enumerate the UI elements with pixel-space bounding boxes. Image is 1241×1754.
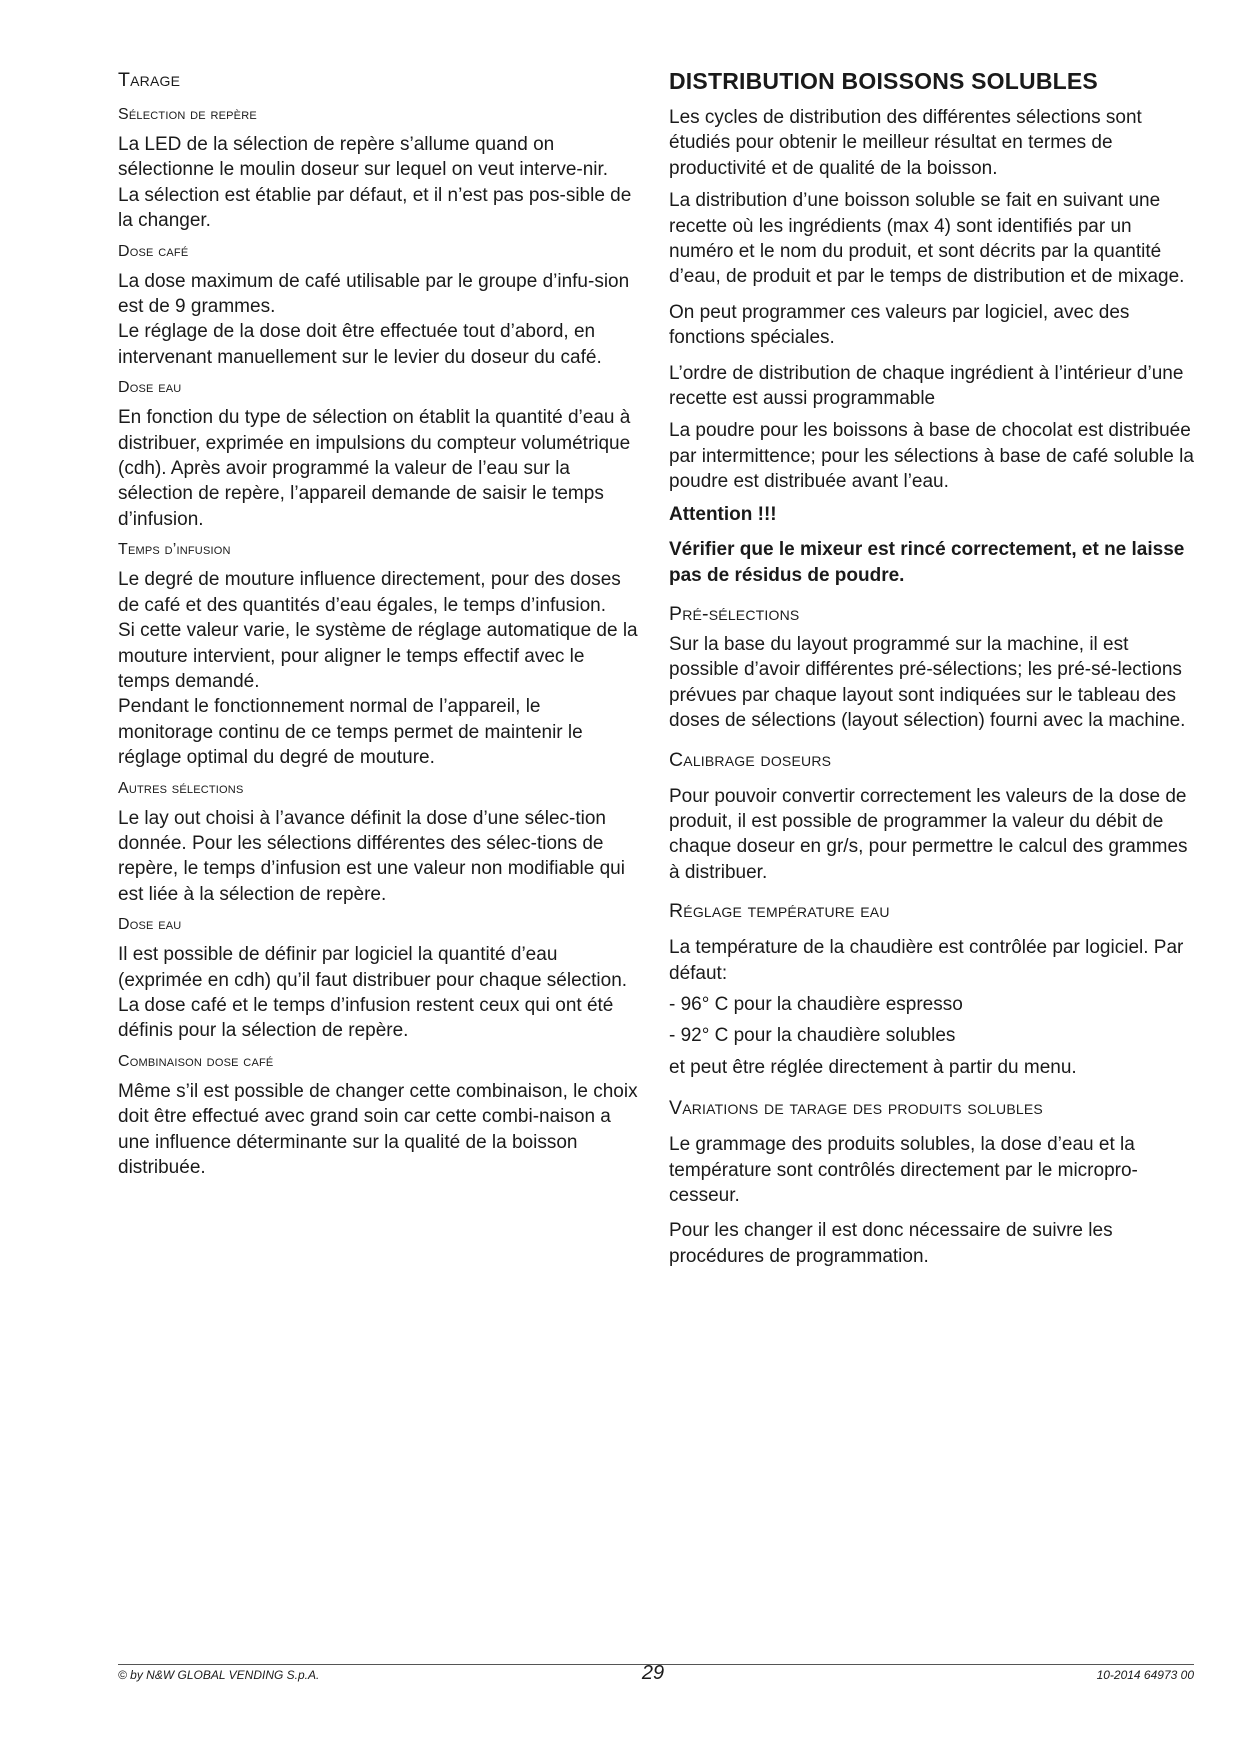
left-column	[118, 66, 638, 1180]
paragraph: La poudre pour les boissons à base de chocolat est distribuée par intermittence; pour les sélections à base de café soluble la poudre est distribuée avant l’eau.	[669, 420, 1194, 493]
heading-dose-cafe: Dose café	[118, 242, 189, 260]
text-block	[118, 1079, 638, 1181]
paragraph: Le lay out choisi à l’avance définit la dose d’une sélec-tion donnée. Pour les sélections différentes des sélec-tions de repère, le temps d’infusion est une valeur non modifiable qui est liée à la sélection de repère.	[118, 807, 625, 905]
heading-reglage-temperature: Réglage température eau	[669, 900, 890, 923]
paragraph: Pour pouvoir convertir correctement les valeurs de la dose de produit, il est possible de programmer la valeur du débit de chaque doseur en gr/s, pour permettre le calcul des grammes à distribuer.	[669, 785, 1188, 883]
text-block	[118, 567, 638, 770]
paragraph: Les cycles de distribution des différentes sélections sont étudiés pour obtenir le meilleur résultat en termes de productivité et de qualité de la boisson.	[669, 107, 1142, 179]
heading-selection-repere: Sélection de repère	[118, 106, 257, 123]
text-block	[669, 361, 1194, 412]
text-block	[669, 418, 1194, 494]
heading-combinaison-dose-cafe: Combinaison dose café	[118, 1052, 274, 1070]
text-block	[669, 632, 1194, 734]
paragraph: En fonction du type de sélection on établit la quantité d’eau à distribuer, exprimée en impulsions du compteur volumétrique (cdh). Après avoir programmé la valeur de l’eau sur la sélection de repère, l’appareil demande de saisir le temps d’infusion.	[118, 407, 631, 530]
heading-temps-infusion: Temps d’infusion	[118, 541, 231, 559]
paragraph: La sélection est établie par défaut, et il n’est pas pos-sible de la changer.	[118, 184, 632, 232]
paragraph: Le degré de mouture influence directement, pour des doses de café et des quantités d’eau égales, le temps d’infusion.	[118, 569, 621, 616]
paragraph: La distribution d’une boisson soluble se fait en suivant une recette où les ingrédients (max 4) sont identifiés par un numéro et le nom du produit, et sont décrits par la quantité d’eau, de produit et par le temps de distribution et de mixage.	[669, 190, 1185, 288]
right-column	[669, 66, 1194, 1269]
text-block	[118, 269, 638, 371]
section-title-tarage: Tarage	[118, 69, 181, 91]
text-block	[669, 784, 1194, 886]
paragraph: - 92° C pour la chaudière solubles	[669, 1025, 956, 1047]
paragraph: Le grammage des produits solubles, la dose d’eau et la température sont contrôlés directement par le micropro-cesseur.	[669, 1134, 1138, 1206]
paragraph: La LED de la sélection de repère s’allume quand on sélectionne le moulin doseur sur lequel on veut interve-nir.	[118, 134, 609, 181]
heading-variations-tarage: Variations de tarage des produits solubles	[669, 1097, 1043, 1120]
text-block	[669, 1132, 1194, 1208]
text-block	[118, 942, 638, 1044]
text-block	[669, 300, 1194, 351]
paragraph: On peut programmer ces valeurs par logiciel, avec des fonctions spéciales.	[669, 301, 1130, 349]
text-block	[669, 1023, 1194, 1048]
text-block	[669, 935, 1194, 986]
paragraph: Pour les changer il est donc nécessaire de suivre les procédures de programmation.	[669, 1220, 1113, 1267]
paragraph: Même s’il est possible de changer cette combinaison, le choix doit être effectué avec grand soin car cette combi-naison a une influence déterminante sur la qualité de la boisson distribuée.	[118, 1080, 638, 1178]
page-number: 29	[641, 1662, 665, 1684]
paragraph: Pendant le fonctionnement normal de l’appareil, le monitorage continu de ce temps permet de maintenir le réglage optimal du degré de mouture.	[118, 696, 583, 769]
paragraph: Si cette valeur varie, le système de réglage automatique de la mouture intervient, pour aligner le temps effectif avec le temps demandé.	[118, 620, 638, 692]
heading-pre-selections: Pré-sélections	[669, 602, 800, 625]
heading-dose-eau: Dose eau	[118, 379, 182, 397]
heading-autres-selections: Autres sélections	[118, 779, 244, 797]
paragraph: Le réglage de la dose doit être effectuée tout d’abord, en intervenant manuellement sur le levier du doseur du café.	[118, 321, 602, 368]
paragraph: La dose maximum de café utilisable par le groupe d’infu-sion est de 9 grammes.	[118, 270, 630, 318]
text-block	[669, 1218, 1194, 1269]
text-block	[118, 806, 638, 908]
text-block	[669, 188, 1194, 290]
paragraph: La température de la chaudière est contrôlée par logiciel. Par défaut:	[669, 937, 1184, 984]
footer-copyright: © by N&W GLOBAL VENDING S.p.A.	[118, 1668, 320, 1682]
text-block	[669, 105, 1194, 181]
paragraph: L’ordre de distribution de chaque ingrédient à l’intérieur d’une recette est aussi programmable	[669, 362, 1184, 410]
attention-title: Attention !!!	[669, 503, 777, 525]
attention-text-block	[669, 537, 1194, 588]
attention-block	[669, 502, 1194, 527]
paragraph: Sur la base du layout programmé sur la machine, il est possible d’avoir différentes pré-sélections; les pré-sé-lections prévues par chaque layout sont indiquées sur le tableau des doses de sélections (layout sélection) fourni avec la machine.	[669, 633, 1186, 732]
section-title-distribution: DISTRIBUTION BOISSONS SOLUBLES	[669, 68, 1098, 94]
heading-calibrage-doseurs: Calibrage doseurs	[669, 748, 832, 771]
paragraph: et peut être réglée directement à partir du menu.	[669, 1056, 1077, 1078]
text-block	[118, 132, 638, 234]
heading-dose-eau-2: Dose eau	[118, 916, 182, 934]
text-block	[669, 1055, 1194, 1080]
text-block	[669, 992, 1194, 1017]
paragraph: Il est possible de définir par logiciel la quantité d’eau (exprimée en cdh) qu’il faut distribuer pour chaque sélection. La dose café et le temps d’infusion restent ceux qui ont été définis pour la sélection de repère.	[118, 944, 628, 1042]
document-code: 10-2014 64973 00	[1096, 1668, 1194, 1682]
paragraph: - 96° C pour la chaudière espresso	[669, 993, 963, 1015]
attention-text: Vérifier que le mixeur est rincé correctement, et ne laisse pas de résidus de poudre.	[669, 539, 1185, 586]
text-block	[118, 405, 638, 532]
